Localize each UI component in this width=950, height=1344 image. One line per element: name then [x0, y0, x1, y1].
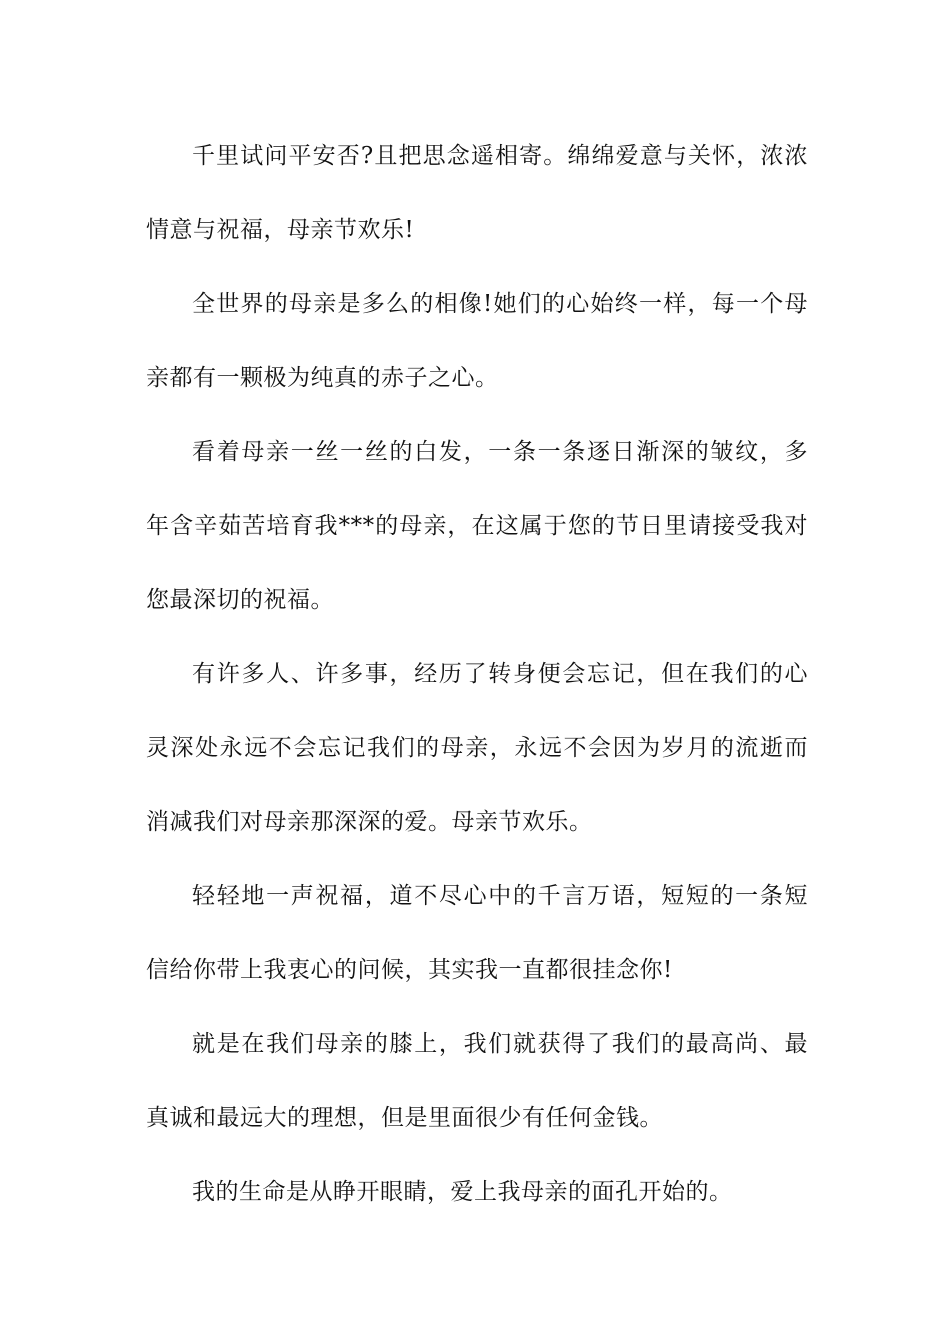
paragraph-6	[146, 1007, 808, 1155]
paragraph-5	[146, 859, 808, 1007]
paragraph-7	[146, 1155, 808, 1229]
paragraph-line: 我的生命是从睁开眼睛，爱上我母亲的面孔开始的。	[192, 1179, 733, 1205]
paragraph-line: 年含辛茹苦培育我***的母亲，在这属于您的节日里请接受我对	[146, 513, 808, 539]
paragraph-line: 就是在我们母亲的膝上，我们就获得了我们的最高尚、最	[192, 1031, 808, 1057]
paragraph-1	[146, 119, 808, 267]
paragraph-line: 消减我们对母亲那深深的爱。母亲节欢乐。	[146, 809, 593, 835]
paragraph-line: 轻轻地一声祝福，道不尽心中的千言万语，短短的一条短	[192, 883, 808, 909]
paragraph-3	[146, 415, 808, 637]
paragraph-line: 看着母亲一丝一丝的白发，一条一条逐日渐深的皱纹，多	[192, 439, 808, 465]
paragraph-line: 亲都有一颗极为纯真的赤子之心。	[146, 365, 499, 391]
paragraph-line: 有许多人、许多事，经历了转身便会忘记，但在我们的心	[192, 661, 808, 687]
paragraph-line: 信给你带上我衷心的问候，其实我一直都很挂念你!	[146, 957, 673, 983]
paragraph-line: 您最深切的祝福。	[146, 587, 334, 613]
paragraph-line: 全世界的母亲是多么的相像!她们的心始终一样，每一个母	[192, 291, 808, 317]
paragraph-4	[146, 637, 808, 859]
paragraph-2	[146, 267, 808, 415]
paragraph-line: 情意与祝福，母亲节欢乐!	[146, 217, 415, 243]
document-body	[146, 119, 808, 1229]
paragraph-line: 千里试问平安否?且把思念遥相寄。绵绵爱意与关怀，浓浓	[192, 143, 808, 169]
paragraph-line: 灵深处永远不会忘记我们的母亲，永远不会因为岁月的流逝而	[146, 735, 808, 761]
paragraph-line: 真诚和最远大的理想，但是里面很少有任何金钱。	[146, 1105, 663, 1131]
